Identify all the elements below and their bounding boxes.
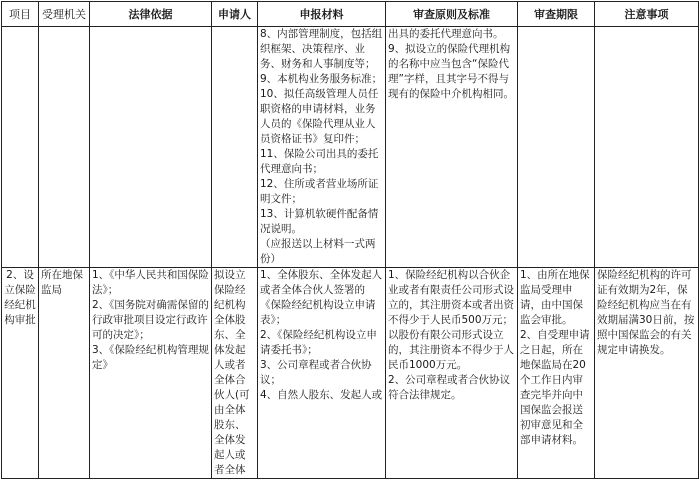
header-review-period: 审查期限: [518, 2, 595, 27]
cell-applicant: [212, 27, 258, 268]
cell-project: [2, 27, 39, 268]
cell-materials: 1、全体股东、全体发起人或者全体合伙人签署的《保险经纪机构设立申请表》； 2、《保险经纪机构设立申请委托书》； 3、公司章程或者合伙协议； 4、自然人股东、发起人或: [258, 268, 386, 479]
table-row: [2, 27, 699, 268]
cell-legal-basis: [90, 27, 212, 268]
header-applicant: 申请人: [212, 2, 258, 27]
header-review-standard: 审查原则及标准: [386, 2, 518, 27]
header-agency: 受理机关: [39, 2, 90, 27]
cell-review-period: [518, 27, 595, 268]
cell-review-standard: 出具的委托代理意向书。 9、拟设立的保险代理机构的名称中应当包含“保险代理”字样，且其字号不得与现有的保险中介机构相同。: [386, 27, 518, 268]
header-row: [2, 2, 699, 27]
table-row: [2, 268, 699, 479]
cell-project: 2、设立保险经纪机构审批: [2, 268, 39, 479]
header-project: 项目: [2, 2, 39, 27]
cell-agency: [39, 27, 90, 268]
cell-review-period: 1、由所在地保监局受理申请，由中国保监会审批。 2、自受理申请之日起，所在地保监局在20个工作日内审查完毕并向中国保监会报送初审意见和全部申请材料。: [518, 268, 595, 479]
header-legal-basis: 法律依据: [90, 2, 212, 27]
cell-applicant: 拟设立保险经纪机构全体股东、全体发起人或者全体合伙人(可由全体股东、全体发起人或者全体: [212, 268, 258, 479]
cell-legal-basis: 1、《中华人民共和国保险法》； 2、《国务院对确需保留的行政审批项目设定行政许可的决定》； 3、《保险经纪机构管理规定》: [90, 268, 212, 479]
header-notes: 注意事项: [595, 2, 699, 27]
approval-table: [1, 1, 699, 479]
cell-notes: [595, 27, 699, 268]
cell-materials: 8、内部管理制度，包括组织框架、决策程序、业务、财务和人事制度等； 9、本机构业务服务标准； 10、拟任高级管理人员任职资格的申请材料，业务人员的《保险代理从业人员资格证书》复印件； 11、保险公司出具的委托代理意向书； 12、住所或者营业场所证明文件； 13、计算机软硬件配备情况说明。 （应报送以上材料一式两份）: [258, 27, 386, 268]
cell-review-standard: 1、保险经纪机构以合伙企业或者有限责任公司形式设立的，其注册资本或者出资不得少于人民币500万元；以股份有限公司形式设立的，其注册资本不得少于人民币1000万元。 2、公司章程或者合伙协议符合法律规定。: [386, 268, 518, 479]
cell-agency: 所在地保监局: [39, 268, 90, 479]
cell-notes: 保险经纪机构的许可证有效期为2年，保险经纪机构应当在有效期届满30日前，按照中国保监会的有关规定申请换发。: [595, 268, 699, 479]
header-materials: 申报材料: [258, 2, 386, 27]
